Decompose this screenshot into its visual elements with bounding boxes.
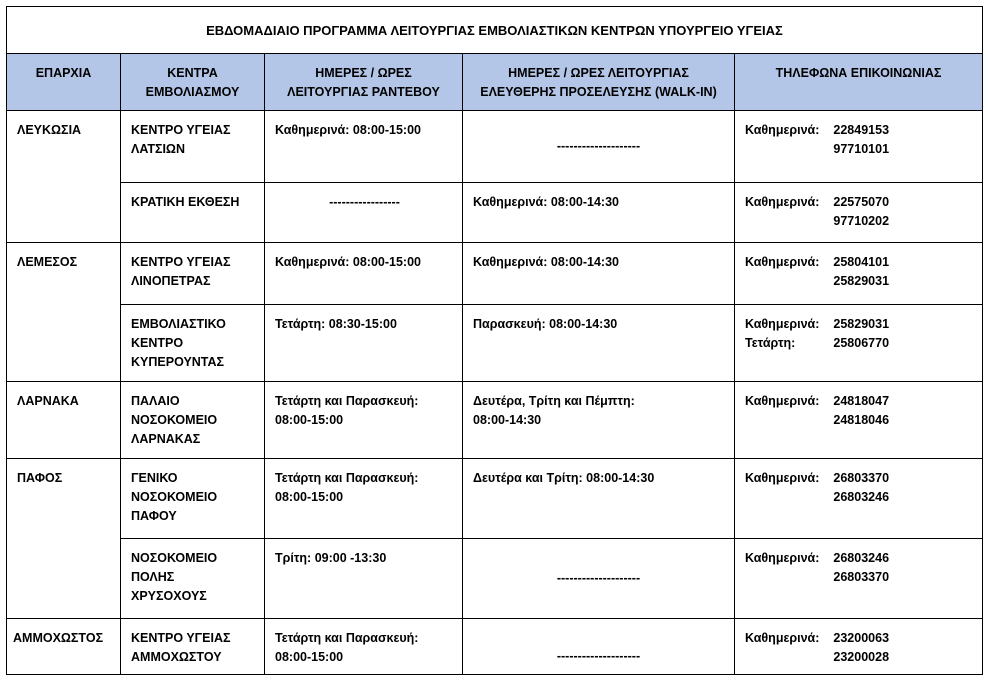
center-cell: ΚΕΝΤΡΟ ΥΓΕΙΑΣ ΛΙΝΟΠΕΤΡΑΣ	[121, 243, 265, 305]
district-cell: ΑΜΜΟΧΩΣΤΟΣ	[7, 619, 121, 675]
table-row	[7, 183, 983, 243]
page-title: ΕΒΔΟΜΑΔΙΑΙΟ ΠΡΟΓΡΑΜΜΑ ΛΕΙΤΟΥΡΓΙΑΣ ΕΜΒΟΛΙΑΣΤΙΚΩΝ ΚΕΝΤΡΩΝ ΥΠΟΥΡΓΕΙΟ ΥΓΕΙΑΣ	[7, 7, 983, 54]
table-row	[7, 243, 983, 305]
walkin-cell: Καθημερινά: 08:00-14:30	[463, 243, 735, 305]
appointment-cell: Τρίτη: 09:00 -13:30	[265, 539, 463, 619]
phone-cell: Καθημερινά: 22575070 97710202	[735, 183, 983, 243]
header-centers: ΚΕΝΤΡΑ ΕΜΒΟΛΙΑΣΜΟΥ	[121, 54, 265, 111]
walkin-cell: --------------------	[463, 539, 735, 619]
table-row	[7, 305, 983, 382]
table-row	[7, 459, 983, 539]
table-row	[7, 111, 983, 183]
walkin-cell: Δευτέρα και Τρίτη: 08:00-14:30	[463, 459, 735, 539]
district-cell	[7, 539, 121, 619]
appointment-cell: Καθημερινά: 08:00-15:00	[265, 243, 463, 305]
district-cell: ΠΑΦΟΣ	[7, 459, 121, 539]
center-cell: ΓΕΝΙΚΟ ΝΟΣΟΚΟΜΕΙΟ ΠΑΦΟΥ	[121, 459, 265, 539]
appointment-cell: Τετάρτη και Παρασκευή: 08:00-15:00	[265, 619, 463, 675]
district-cell: ΛΑΡΝΑΚΑ	[7, 382, 121, 459]
center-cell: ΚΕΝΤΡΟ ΥΓΕΙΑΣ ΛΑΤΣΙΩΝ	[121, 111, 265, 183]
center-cell: ΚΡΑΤΙΚΗ ΕΚΘΕΣΗ	[121, 183, 265, 243]
appointment-cell: Τετάρτη και Παρασκευή: 08:00-15:00	[265, 382, 463, 459]
table-row	[7, 382, 983, 459]
center-cell: ΕΜΒΟΛΙΑΣΤΙΚΟ ΚΕΝΤΡΟ ΚΥΠΕΡΟΥΝΤΑΣ	[121, 305, 265, 382]
district-cell: ΛΕΥΚΩΣΙΑ	[7, 111, 121, 183]
walkin-cell: Παρασκευή: 08:00-14:30	[463, 305, 735, 382]
district-cell	[7, 183, 121, 243]
header-appointment: ΗΜΕΡΕΣ / ΩΡΕΣ ΛΕΙΤΟΥΡΓΙΑΣ ΡΑΝΤΕΒΟΥ	[265, 54, 463, 111]
phone-cell: Καθημερινά: 24818047 24818046	[735, 382, 983, 459]
appointment-cell: Τετάρτη: 08:30-15:00	[265, 305, 463, 382]
phone-cell: Καθημερινά: 26803246 26803370	[735, 539, 983, 619]
table-row	[7, 539, 983, 619]
district-cell	[7, 305, 121, 382]
header-walkin: ΗΜΕΡΕΣ / ΩΡΕΣ ΛΕΙΤΟΥΡΓΙΑΣ ΕΛΕΥΘΕΡΗΣ ΠΡΟΣΕΛΕΥΣΗΣ (WALK-IN)	[463, 54, 735, 111]
phone-cell: Καθημερινά: 23200063 23200028	[735, 619, 983, 675]
schedule-document	[6, 6, 982, 675]
center-cell: ΝΟΣΟΚΟΜΕΙΟ ΠΟΛΗΣ ΧΡΥΣΟΧΟΥΣ	[121, 539, 265, 619]
appointment-cell: Τετάρτη και Παρασκευή: 08:00-15:00	[265, 459, 463, 539]
appointment-cell: Καθημερινά: 08:00-15:00	[265, 111, 463, 183]
header-phones: ΤΗΛΕΦΩΝΑ ΕΠΙΚΟΙΝΩΝΙΑΣ	[735, 54, 983, 111]
appointment-cell: -----------------	[265, 183, 463, 243]
header-district: ΕΠΑΡΧΙΑ	[7, 54, 121, 111]
walkin-cell: Καθημερινά: 08:00-14:30	[463, 183, 735, 243]
center-cell: ΚΕΝΤΡΟ ΥΓΕΙΑΣ ΑΜΜΟΧΩΣΤΟΥ	[121, 619, 265, 675]
phone-cell: Καθημερινά: 22849153 97710101	[735, 111, 983, 183]
walkin-cell: Δευτέρα, Τρίτη και Πέμπτη: 08:00-14:30	[463, 382, 735, 459]
walkin-cell: --------------------	[463, 619, 735, 675]
table-row	[7, 619, 983, 675]
center-cell: ΠΑΛΑΙΟ ΝΟΣΟΚΟΜΕΙΟ ΛΑΡΝΑΚΑΣ	[121, 382, 265, 459]
schedule-table	[6, 6, 983, 675]
phone-cell: Καθημερινά: 25804101 25829031	[735, 243, 983, 305]
walkin-cell: --------------------	[463, 111, 735, 183]
phone-cell: Καθημερινά: 26803370 26803246	[735, 459, 983, 539]
district-cell: ΛΕΜΕΣΟΣ	[7, 243, 121, 305]
phone-cell: Καθημερινά: 25829031 Τετάρτη: 25806770	[735, 305, 983, 382]
header-row	[7, 54, 983, 111]
